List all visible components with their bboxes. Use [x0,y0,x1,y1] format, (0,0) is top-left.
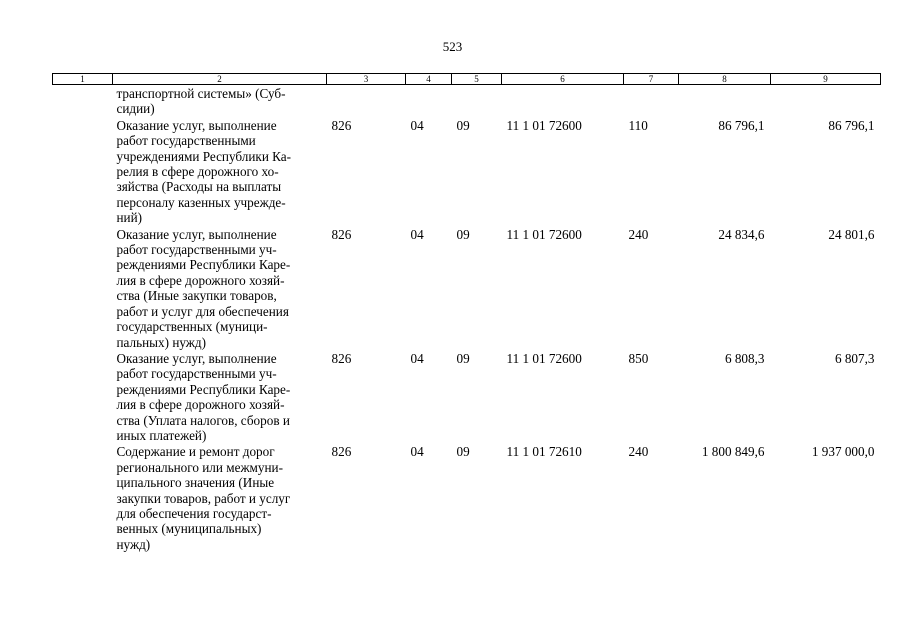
item-name-line: персоналу казенных учрежде- [116,194,286,210]
item-name-line: регионального или межмуни- [116,459,283,475]
ministry-code: 826 [331,117,352,133]
item-name-line: Оказание услуг, выполнение [116,350,277,366]
item-name-line: Оказание услуг, выполнение [116,117,277,133]
column-header: 4 [406,74,452,85]
item-name-line: венных (муниципальных) [116,521,262,537]
item-name-line: работ государственными уч- [116,242,277,258]
target-article-code: 11 1 01 72600 [506,117,582,133]
item-name [113,85,327,117]
item-name-line: лия в сфере дорожного хозяй- [116,272,285,288]
ministry-code: 826 [331,350,352,366]
item-name-line: Содержание и ремонт дорог [116,444,275,460]
target-article-code: 11 1 01 72600 [506,350,582,366]
item-name-line: ства (Уплата налогов, сборов и [116,412,290,428]
column-header: 2 [113,74,327,85]
column-header: 7 [624,74,679,85]
item-name-line: ства (Иные закупки товаров, [116,288,277,304]
subsection-code: 09 [456,444,470,460]
expense-type-code: 110 [628,117,648,133]
target-article-code: 11 1 01 72600 [506,226,582,242]
amount-col9: 1 937 000,0 [811,444,875,460]
expense-type-code: 240 [628,226,649,242]
ministry-code: 826 [331,226,352,242]
subsection-code: 09 [456,350,470,366]
table-row [53,117,881,226]
item-name [113,443,327,552]
item-name-line: нужд) [116,536,151,552]
item-name [113,350,327,443]
item-name-line: лия в сфере дорожного хозяй- [116,397,285,413]
item-name-line: пальных) нужд) [116,334,207,350]
item-name-line: ципального значения (Иные [116,475,275,491]
item-name-line: для обеспечения государст- [116,505,272,521]
item-name-line: зяйства (Расходы на выплаты [116,179,282,195]
column-header: 3 [327,74,406,85]
amount-col9: 86 796,1 [828,117,875,133]
item-name-line: ний) [116,210,143,226]
table-row [53,350,881,443]
item-name-line: транспортной системы» (Суб- [116,86,286,101]
item-name-line: реждениями Республики Каре- [116,257,291,273]
item-name-line: сидии) [116,101,155,117]
section-code: 04 [410,444,424,460]
item-name [113,117,327,226]
table-row [53,443,881,552]
item-name-line: государственных (муници- [116,319,268,335]
expense-type-code: 240 [628,444,649,460]
item-name-line: работ государственными [116,133,256,149]
item-name-line: реждениями Республики Каре- [116,381,291,397]
budget-table [52,73,881,552]
section-code: 04 [410,350,424,366]
amount-col8: 24 834,6 [718,226,765,242]
item-name-line: иных платежей) [116,427,207,443]
item-name [113,226,327,350]
item-name-line: учреждениями Республики Ка- [116,148,292,164]
amount-col9: 24 801,6 [828,226,875,242]
column-header: 6 [502,74,624,85]
amount-col8: 86 796,1 [718,117,765,133]
item-name-line: работ государственными уч- [116,366,277,382]
table-row [53,226,881,350]
amount-col9: 6 807,3 [834,350,875,366]
item-name-line: Оказание услуг, выполнение [116,226,277,242]
column-header: 1 [53,74,113,85]
item-name-line: закупки товаров, работ и услуг [116,490,291,506]
subsection-code: 09 [456,226,470,242]
column-number-header [53,74,881,85]
column-header: 5 [452,74,502,85]
amount-col8: 6 808,3 [724,350,765,366]
column-header: 8 [679,74,771,85]
subsection-code: 09 [456,117,470,133]
section-code: 04 [410,117,424,133]
target-article-code: 11 1 01 72610 [506,444,582,460]
expense-type-code: 850 [628,350,649,366]
column-header: 9 [771,74,881,85]
ministry-code: 826 [331,444,352,460]
page-number: 523 [442,39,463,54]
section-code: 04 [410,226,424,242]
item-name-line: работ и услуг для обеспечения [116,303,289,319]
item-name-line: релия в сфере дорожного хо- [116,164,279,180]
continuation-row [53,85,881,117]
amount-col8: 1 800 849,6 [701,444,765,460]
